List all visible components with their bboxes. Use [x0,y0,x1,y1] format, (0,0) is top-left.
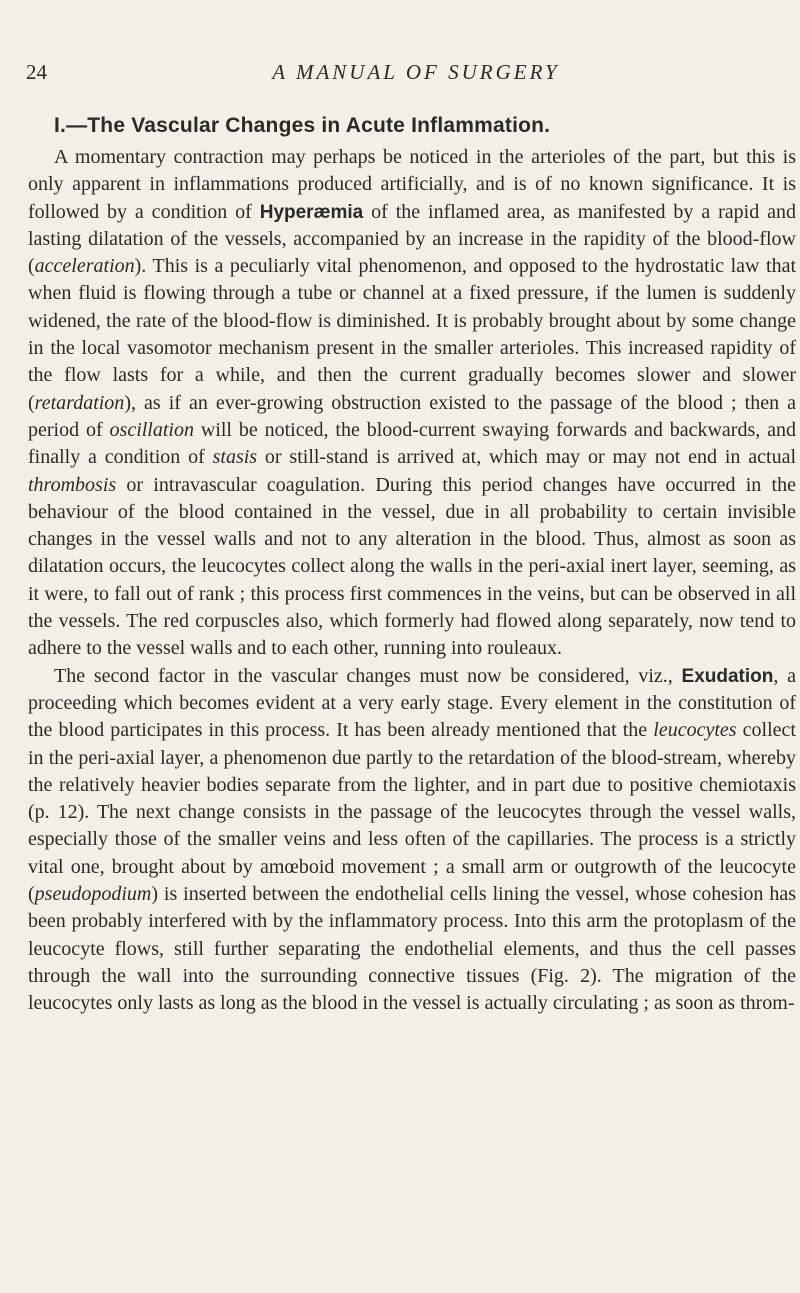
italic-term: pseudopodium [34,883,152,906]
italic-term: retardation [34,391,125,414]
body-text [28,144,796,1018]
bold-term: Exudation [681,665,774,687]
italic-term: thrombosis [28,473,117,496]
text-run: or intravascular coagulation. During this period changes have occurred in the behaviour of the blood contained in the vessel, due in all probability to certain invisible changes in the vessel walls and not to any alteration in the blood. Thus, almost as soon as dilatation occurs, the leucocytes collect along the walls in the peri-axial inert layer, seeming, as it were, to fall out of rank ; this process first commences in the veins, but can be observed in all the vessels. The red corpuscles also, which formerly had flowed along separately, now tend to adhere to the vessel walls and to each other, running into rouleaux. [28,473,796,660]
bold-term: Hyperæmia [259,201,364,223]
text-run: ) is inserted between the endothelial cells lining the vessel, whose cohesion has been probably interfered with by the inflammatory process. Into this arm the protoplasm of the leucocyte flows, still further separating the endothelial elements, and thus the cell passes through the wall into the surrounding connective tissues (Fig. 2). The migration of the leucocytes only lasts as long as the blood in the vessel is actually circulating ; as soon as throm- [28,883,796,1015]
text-run: ). This is a peculiarly vital phenomenon, and opposed to the hydrostatic law that when fluid is flowing through a tube or channel at a fixed pressure, if the lumen is suddenly widened, the rate of the blood-flow is diminished. It is probably brought about by some change in the local vasomotor mechanism present in the smaller arterioles. This increased rapidity of the flow lasts for a while, and then the current gradually becomes slower and slower ( [28,255,796,414]
text-run: of the inflamed area, as manifested by a rapid and lasting dilatation of the vessels, accompanied by an increase in the rapidity of the blood-flow ( [28,200,796,278]
text-run: A momentary contraction may perhaps be noticed in the arterioles of the part, but this is only apparent in inflammations produced artificially, and is of no known significance. It is followed by a condition of [28,146,796,223]
italic-term: acceleration [34,255,135,278]
paragraph-hyperaemia [28,144,796,663]
running-title: A MANUAL OF SURGERY [272,60,560,84]
italic-term: stasis [212,446,258,469]
text-run: collect in the peri-axial layer, a phenomenon due partly to the retardation of the blood-stream, whereby the relatively heavier bodies separate from the lighter, and in part due to positive chemiotaxis (p. 12). The next change consists in the passage of the leucocytes through the vessel walls, especially those of the smaller veins and less often of the capillaries. The process is a strictly vital one, brought about by amœboid movement ; a small arm or outgrowth of the leucocyte ( [28,719,796,906]
text-run: , a proceeding which becomes evident at a very early stage. Every element in the constitution of the blood participates in this process. It has been already mentioned that the [28,664,796,742]
text-run: The second factor in the vascular changes must now be considered, viz., [54,664,682,687]
text-run: or still-stand is arrived at, which may or may not end in actual [257,446,796,469]
running-head [26,60,796,90]
text-run: ), as if an ever-growing obstruction existed to the passage of the blood ; then a period of [28,391,796,441]
paragraph-exudation [28,663,796,1018]
text-run: will be noticed, the blood-current swaying forwards and backwards, and finally a condition of [28,418,796,469]
italic-term: oscillation [109,418,194,441]
page-number: 24 [26,60,47,84]
section-heading: I.—The Vascular Changes in Acute Inflammation. [54,114,551,137]
italic-term: leucocytes [653,719,737,742]
